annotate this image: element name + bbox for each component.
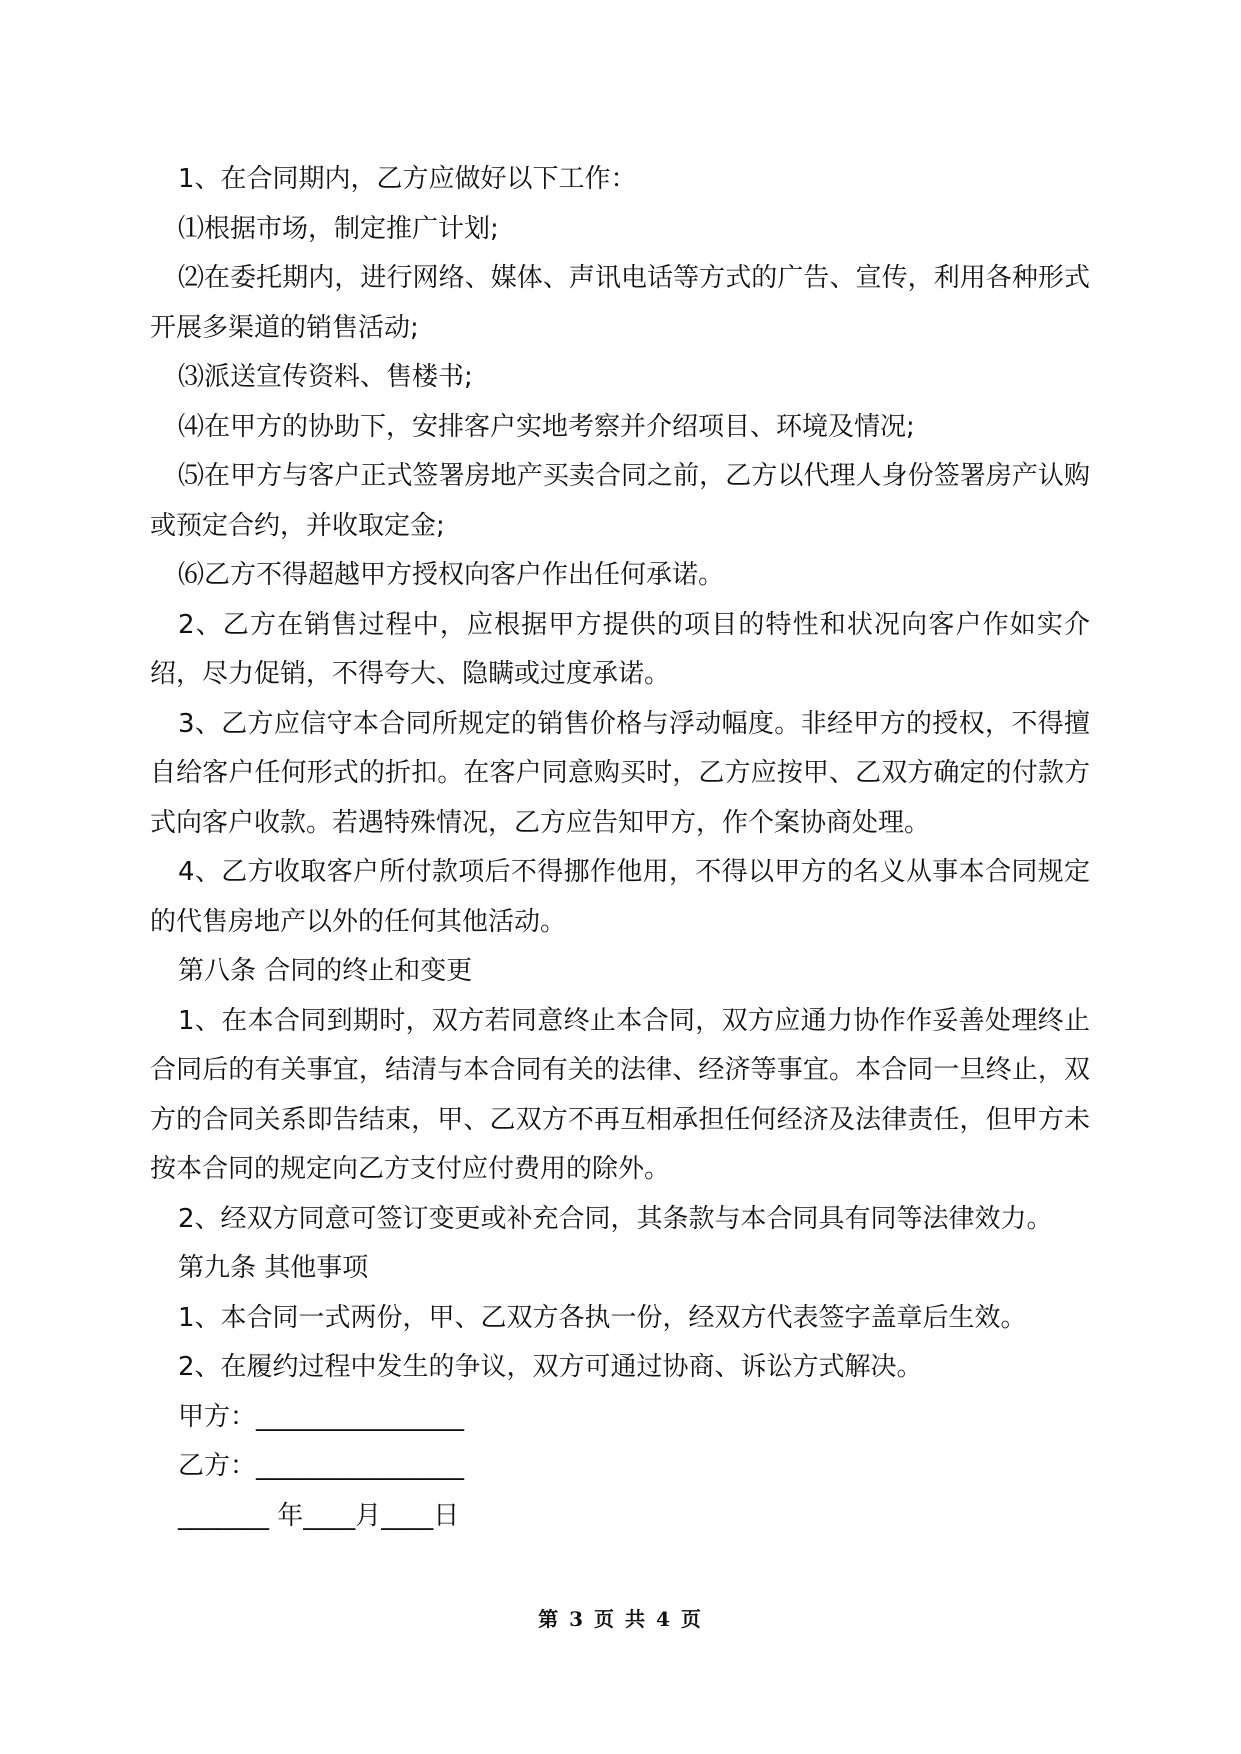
article-8-heading: 第八条 合同的终止和变更 bbox=[178, 956, 473, 986]
clause-1-heading: 1、在合同期内，乙方应做好以下工作： bbox=[178, 164, 637, 194]
clause-1-item-3: ⑶派送宣传资料、售楼书; bbox=[178, 362, 473, 392]
clause-1-item-5: ⑸在甲方与客户正式签署房地产买卖合同之前，乙方以代理人身份签署房产认购或预定合约，并收取定金; bbox=[150, 461, 1090, 541]
party-a-signature: 甲方：________________ bbox=[178, 1401, 465, 1432]
clause-1-item-6: ⑹乙方不得超越甲方授权向客户作出任何承诺。 bbox=[178, 560, 725, 590]
document-body bbox=[150, 155, 1090, 1541]
clause-1-item-2: ⑵在委托期内，进行网络、媒体、声讯电话等方式的广告、宣传，利用各种形式开展多渠道的销售活动; bbox=[150, 263, 1090, 343]
article-9-clause-1: 1、本合同一式两份，甲、乙双方各执一份，经双方代表签字盖章后生效。 bbox=[178, 1302, 1027, 1333]
clause-1-item-1: ⑴根据市场，制定推广计划; bbox=[178, 213, 499, 244]
page-number-footer: 第 3 页 共 4 页 bbox=[538, 1607, 703, 1631]
clause-1-item-4: ⑷在甲方的协助下，安排客户实地考察并介绍项目、环境及情况; bbox=[178, 411, 915, 442]
clause-2: 2、乙方在销售过程中，应根据甲方提供的项目的特性和状况向客户作如实介绍，尽力促销，不得夸大、隐瞒或过度承诺。 bbox=[150, 609, 1090, 689]
article-9-clause-2: 2、在履约过程中发生的争议，双方可通过协商、诉讼方式解决。 bbox=[178, 1352, 923, 1382]
article-8-clause-1: 1、在本合同到期时，双方若同意终止本合同，双方应通力协作作妥善处理终止合同后的有关事宜，结清与本合同有关的法律、经济等事宜。本合同一旦终止，双方的合同关系即告结束，甲、乙双方不再互相承担任何经济及法律责任，但甲方未按本合同的规定向乙方支付应付费用的除外。 bbox=[150, 1005, 1090, 1184]
article-8-clause-2: 2、经双方同意可签订变更或补充合同，其条款与本合同具有同等法律效力。 bbox=[178, 1203, 1053, 1234]
signing-date: _______ 年____月____日 bbox=[178, 1500, 460, 1531]
article-9-heading: 第九条 其他事项 bbox=[178, 1253, 369, 1283]
clause-3: 3、乙方应信守本合同所规定的销售价格与浮动幅度。非经甲方的授权，不得擅自给客户任何形式的折扣。在客户同意购买时，乙方应按甲、乙双方确定的付款方式向客户收款。若遇特殊情况，乙方应告知甲方，作个案协商处理。 bbox=[150, 708, 1090, 838]
party-b-signature: 乙方：________________ bbox=[178, 1451, 465, 1481]
clause-4: 4、乙方收取客户所付款项后不得挪作他用，不得以甲方的名义从事本合同规定的代售房地产以外的任何其他活动。 bbox=[150, 857, 1090, 937]
